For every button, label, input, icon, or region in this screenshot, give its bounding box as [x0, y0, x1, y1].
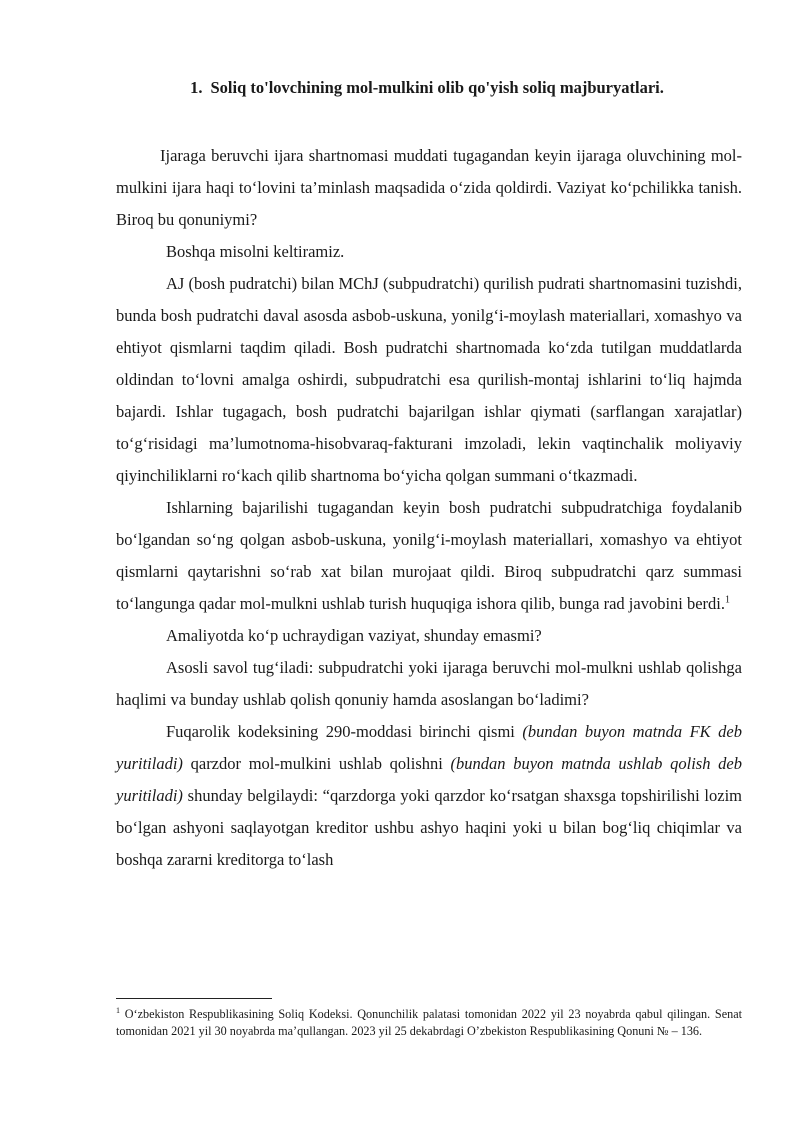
paragraph-7-part-e: shunday belgilaydi: “qarzdorga yoki qarzdor ko‘rsatgan shaxsga topshirilishi lozim bo‘lgan ashyoni saqlayotgan kreditor ushbu ashyo haqini yoki u bilan bog‘liq chiqimlar va boshqa zararni kreditorga to‘lash: [116, 786, 742, 869]
paragraph-7-part-c: qarzdor mol-mulkini ushlab qolishni: [182, 754, 451, 773]
footnote-separator: [116, 998, 272, 999]
paragraph-7-italic-1: (bundan buyon matnda FK deb yuritiladi): [116, 722, 742, 773]
paragraph-7: [116, 716, 742, 876]
paragraph-7-part-a: Fuqarolik kodeksining 290-moddasi birinchi qismi: [166, 722, 523, 741]
footnote-text: O‘zbekiston Respublikasining Soliq Kodeksi. Qonunchilik palatasi tomonidan 2022 yil 23 noyabrda qabul qilingan. Senat tomonidan 2021 yil 30 noyabrda ma’qullangan. 2023 yil 25 dekabrdagi O’zbekiston Respublikasining Qonuni № – 136.: [116, 1007, 743, 1038]
paragraph-4: [116, 492, 742, 620]
footnote: [116, 1006, 742, 1040]
paragraph-5: Amaliyotda ko‘p uchraydigan vaziyat, shunday emasmi?: [166, 626, 542, 645]
paragraph-6: Asosli savol tug‘iladi: subpudratchi yoki ijaraga beruvchi mol-mulkni ushlab qolishga haqlimi va bunday ushlab qolish qonuniy hamda asoslangan bo‘ladimi?: [116, 658, 742, 709]
footnote-reference: 1: [725, 594, 731, 606]
paragraph-2: Boshqa misolni keltiramiz.: [166, 242, 345, 261]
paragraph-1: Ijaraga beruvchi ijara shartnomasi muddati tugagandan keyin ijaraga oluvchining mol-mulkini ijara haqi to‘lovini ta’minlash maqsadida o‘zida qoldirdi. Vaziyat ko‘pchilikka tanish. Biroq bu qonuniymi?: [116, 146, 742, 229]
body-text: [116, 140, 742, 876]
section-title: Soliq to'lovchining mol-mulkini olib qo'yish soliq majburyatlari.: [210, 78, 664, 97]
section-heading: [116, 76, 738, 100]
footnote-marker: 1: [116, 1005, 120, 1015]
section-number: 1.: [190, 78, 203, 97]
paragraph-7-italic-2: (bundan buyon matnda ushlab qolish deb yuritiladi): [116, 754, 742, 805]
paragraph-3: AJ (bosh pudratchi) bilan MChJ (subpudratchi) qurilish pudrati shartnomasini tuzishdi, bunda bosh pudratchi daval asosda asbob-uskuna, yonilg‘i-moylash materiallari, xomashyo va ehtiyot qismlarni taqdim qiladi. Bosh pudratchi shartnomada ko‘zda tutilgan muddatlarda oldindan to‘lovni amalga oshirdi, subpudratchi esa qurilish-montaj ishlarini to‘liq hajmda bajardi. Ishlar tugagach, bosh pudratchi bajarilgan ishlar qiymati (sarflangan xarajatlar) to‘g‘risidagi ma’lumotnoma-hisobvaraq-fakturani imzoladi, lekin vaqtinchalik moliyaviy qiyinchiliklarni ro‘kach qilib shartnoma bo‘yicha qolgan summani o‘tkazmadi.: [116, 274, 742, 485]
paragraph-4-text: Ishlarning bajarilishi tugagandan keyin bosh pudratchi subpudratchiga foydalanib bo‘lgandan so‘ng qolgan asbob-uskuna, yonilg‘i-moylash materiallari, xomashyo va ehtiyot qismlarni qaytarishni so‘rab xat bilan murojaat qildi. Biroq subpudratchi qarz summasi to‘langunga qadar mol-mulkni ushlab turish huquqiga ishora qilib, bunga rad javobini berdi.: [116, 498, 742, 613]
